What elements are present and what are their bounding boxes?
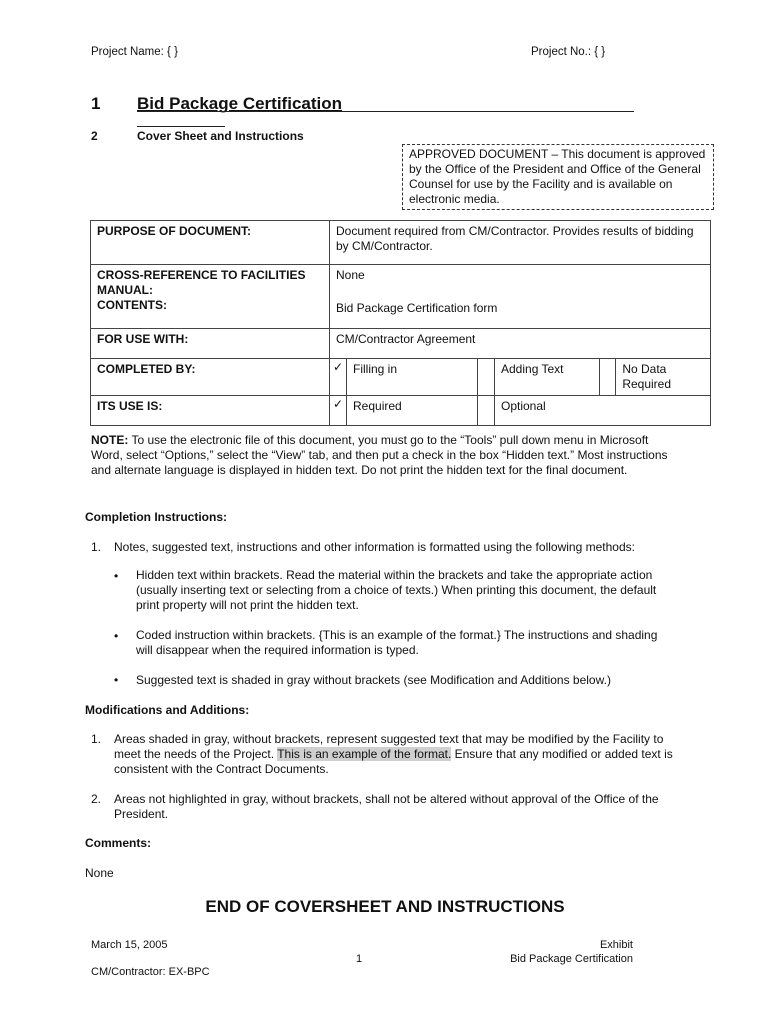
modifications-item-1-post: Ensure that any modified or added text is consistent with the Contract Documents. [114, 747, 673, 776]
crossref-label-text: CROSS-REFERENCE TO FACILITIES MANUAL: [97, 268, 306, 297]
option-adding-text: Adding Text [495, 358, 600, 395]
modifications-item-2: Areas not highlighted in gray, without brackets, shall not be altered without approval of the Office of the President. [114, 792, 659, 821]
table-row [91, 358, 711, 395]
footer-exhibit: Exhibit [599, 939, 633, 951]
checkmark-icon[interactable]: ✓ [330, 395, 347, 425]
project-name-field: Project Name: { } [91, 46, 178, 58]
completion-bullet-3: Suggested text is shaded in gray without brackets (see Modification and Additions below.) [136, 673, 611, 687]
table-row [91, 395, 711, 425]
table-row [91, 221, 711, 265]
for-use-label: FOR USE WITH: [91, 328, 330, 358]
note-label: NOTE: [91, 433, 129, 447]
section-2-title: Cover Sheet and Instructions [137, 129, 304, 143]
footer-page-number: 1 [356, 953, 363, 965]
document-info-table [90, 220, 711, 426]
completed-by-extra [600, 358, 711, 395]
option-optional: Optional [495, 395, 711, 425]
section-2-rule [137, 126, 225, 127]
project-number-field: Project No.: { } [531, 46, 606, 58]
note-paragraph [91, 433, 676, 478]
contents-value: Bid Package Certification form [330, 298, 711, 328]
section-1-title: Bid Package Certification [137, 94, 343, 113]
for-use-value: CM/Contractor Agreement [330, 328, 711, 358]
table-row [91, 298, 711, 328]
footer-doc-code: CM/Contractor: EX-BPC [91, 966, 210, 978]
contents-label: CONTENTS: [91, 298, 330, 328]
comments-heading: Comments: [85, 836, 152, 850]
purpose-value: Document required from CM/Contractor. Provides results of bidding by CM/Contractor. [330, 221, 711, 265]
completion-bullet-1: Hidden text within brackets. Read the material within the brackets and take the appropriate action (usually inserting text or selecting from a choice of texts.) When printing this document, the default print property will not print the hidden text. [136, 568, 657, 612]
option-required: Required [347, 395, 478, 425]
checkbox-no-data[interactable] [600, 359, 616, 395]
completion-heading: Completion Instructions: [85, 510, 227, 524]
modifications-item-1-pre: Areas shaded in gray, without brackets, represent suggested text that may be modified by the Facility to meet the needs of the Project. [114, 732, 664, 761]
section-2-number: 2 [91, 129, 98, 143]
end-of-coversheet-title: END OF COVERSHEET AND INSTRUCTIONS [205, 897, 565, 916]
crossref-value: None [330, 265, 711, 299]
purpose-label: PURPOSE OF DOCUMENT: [91, 221, 330, 265]
modifications-heading: Modifications and Additions: [85, 703, 250, 717]
note-text: To use the electronic file of this document, you must go to the “Tools” pull down menu in Microsoft Word, select “Options,” select the “View” tab, and then put a check in the box “Hidden text.” Most instructions and alternate language is displayed in hidden text. Do not print the hidden text for the final document. [91, 433, 668, 477]
section-1-number: 1 [91, 94, 101, 113]
shaded-example-text: This is an example of the format. [277, 747, 452, 761]
bullet-icon: • [114, 569, 119, 583]
option-no-data-required: No Data Required [622, 361, 672, 391]
section-1-rule [137, 111, 634, 112]
completion-bullet-2: Coded instruction within brackets. {This is an example of the format.} The instructions and shading will disappear when the required information is typed. [136, 628, 658, 657]
its-use-label: ITS USE IS: [91, 395, 330, 425]
comments-value: None [85, 866, 114, 880]
approved-document-notice: APPROVED DOCUMENT – This document is approved by the Office of the President and Office of the General Counsel for use by the Facility and is available on electronic media. [402, 144, 714, 210]
table-row [91, 265, 711, 299]
checkmark-icon[interactable]: ✓ [330, 358, 347, 395]
completion-item-1-number: 1. [91, 540, 102, 554]
checkbox-optional[interactable] [478, 395, 495, 425]
bullet-icon: • [114, 673, 119, 687]
modifications-item-2-number: 2. [91, 792, 102, 806]
bullet-icon: • [114, 629, 119, 643]
footer-date: March 15, 2005 [91, 939, 168, 951]
checkbox-adding-text[interactable] [478, 358, 495, 395]
footer-doc-title: Bid Package Certification [510, 953, 633, 965]
table-row [91, 328, 711, 358]
crossref-label [91, 265, 330, 299]
option-filling-in: Filling in [347, 358, 478, 395]
completed-by-label: COMPLETED BY: [91, 358, 330, 395]
modifications-item-1 [114, 732, 684, 777]
completion-item-1: Notes, suggested text, instructions and other information is formatted using the following methods: [114, 540, 635, 554]
modifications-item-1-number: 1. [91, 732, 102, 746]
